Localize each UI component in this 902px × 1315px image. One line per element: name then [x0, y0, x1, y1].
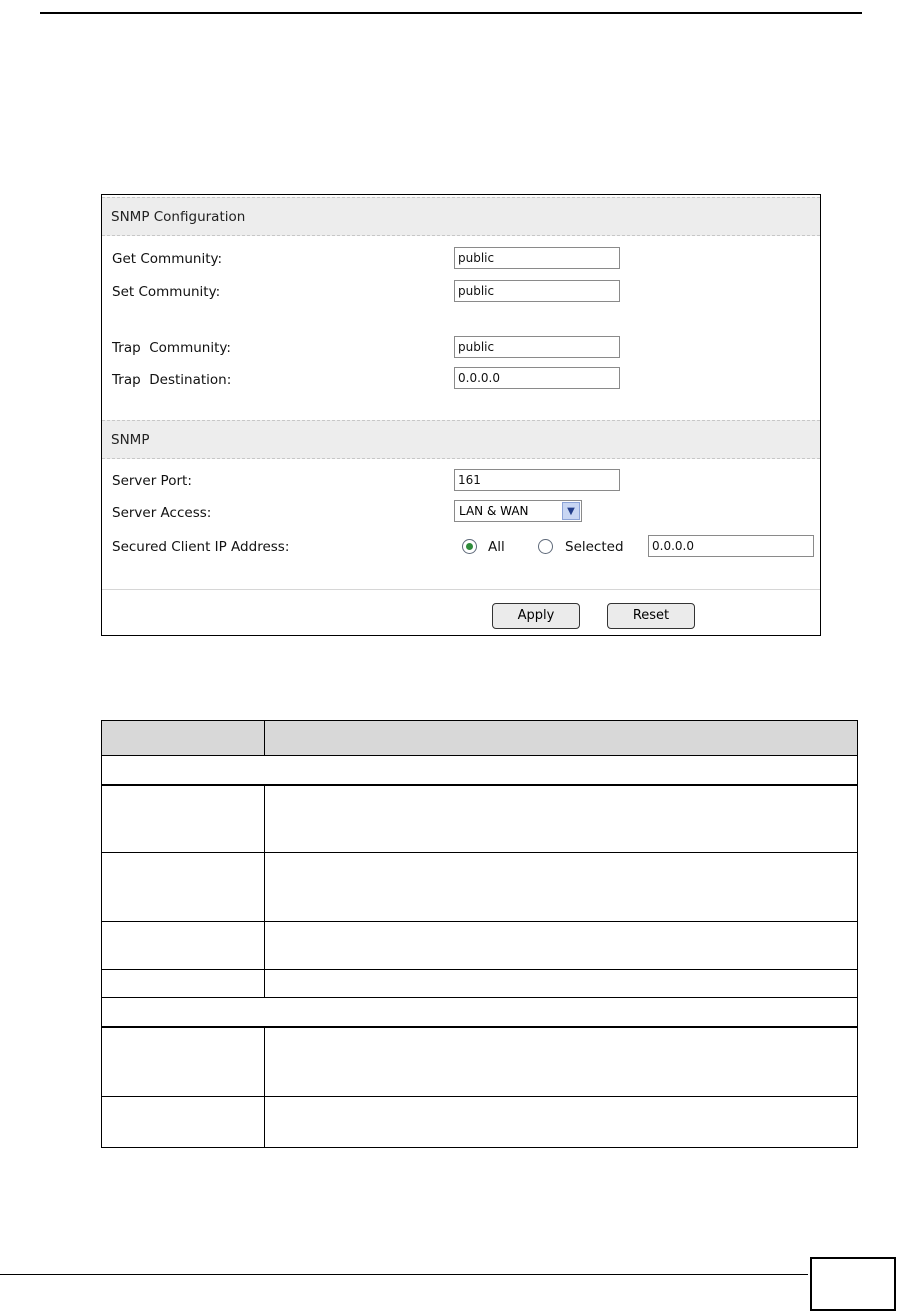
selected-ip-input[interactable]: 0.0.0.0	[648, 535, 814, 557]
table-row	[102, 785, 858, 853]
trap-community-input[interactable]: public	[454, 336, 620, 358]
button-row-divider	[102, 589, 820, 590]
table-header-row	[102, 721, 858, 756]
table-cell	[102, 922, 265, 970]
radio-selected[interactable]	[538, 539, 553, 554]
table-row	[102, 1027, 858, 1097]
table-cell	[265, 970, 858, 998]
table-header-cell	[102, 721, 265, 756]
table-cell	[102, 1027, 265, 1097]
apply-button[interactable]: Apply	[492, 603, 580, 629]
get-community-label: Get Community:	[112, 251, 223, 267]
table-row	[102, 970, 858, 998]
table-cell	[265, 1027, 858, 1097]
snmp-header	[102, 420, 820, 459]
table-cell	[102, 785, 265, 853]
table-cell	[265, 922, 858, 970]
footer-rule	[0, 1274, 808, 1275]
secured-client-ip-label: Secured Client IP Address:	[112, 539, 290, 555]
table-cell	[102, 970, 265, 998]
table-row	[102, 922, 858, 970]
server-port-label: Server Port:	[112, 473, 192, 489]
description-table	[101, 720, 858, 1148]
table-row	[102, 1097, 858, 1148]
radio-all-label: All	[488, 539, 505, 555]
snmp-configuration-header	[102, 197, 820, 236]
table-cell	[102, 1097, 265, 1148]
table-cell	[265, 853, 858, 922]
table-cell	[265, 1097, 858, 1148]
get-community-input[interactable]: public	[454, 247, 620, 269]
header-rule	[40, 12, 862, 14]
server-access-select[interactable]	[454, 500, 582, 522]
table-cell	[102, 756, 858, 786]
chevron-down-icon[interactable]: ▼	[562, 502, 580, 520]
server-port-input[interactable]: 161	[454, 469, 620, 491]
table-header-cell	[265, 721, 858, 756]
snmp-panel	[101, 194, 821, 636]
page-number-box	[810, 1257, 896, 1311]
reset-button[interactable]: Reset	[607, 603, 695, 629]
trap-destination-input[interactable]: 0.0.0.0	[454, 367, 620, 389]
table-section-row	[102, 998, 858, 1028]
radio-selected-label: Selected	[565, 539, 624, 555]
table-cell	[265, 785, 858, 853]
table-cell	[102, 998, 858, 1028]
table-cell	[102, 853, 265, 922]
section-title: SNMP	[111, 432, 150, 448]
set-community-label: Set Community:	[112, 284, 221, 300]
server-access-value: LAN & WAN	[459, 504, 529, 518]
table-row	[102, 853, 858, 922]
server-access-label: Server Access:	[112, 505, 212, 521]
set-community-input[interactable]: public	[454, 280, 620, 302]
table-section-row	[102, 756, 858, 786]
radio-all[interactable]	[462, 539, 477, 554]
trap-destination-label: Trap Destination:	[112, 372, 232, 388]
trap-community-label: Trap Community:	[112, 340, 231, 356]
section-title: SNMP Configuration	[111, 209, 246, 225]
